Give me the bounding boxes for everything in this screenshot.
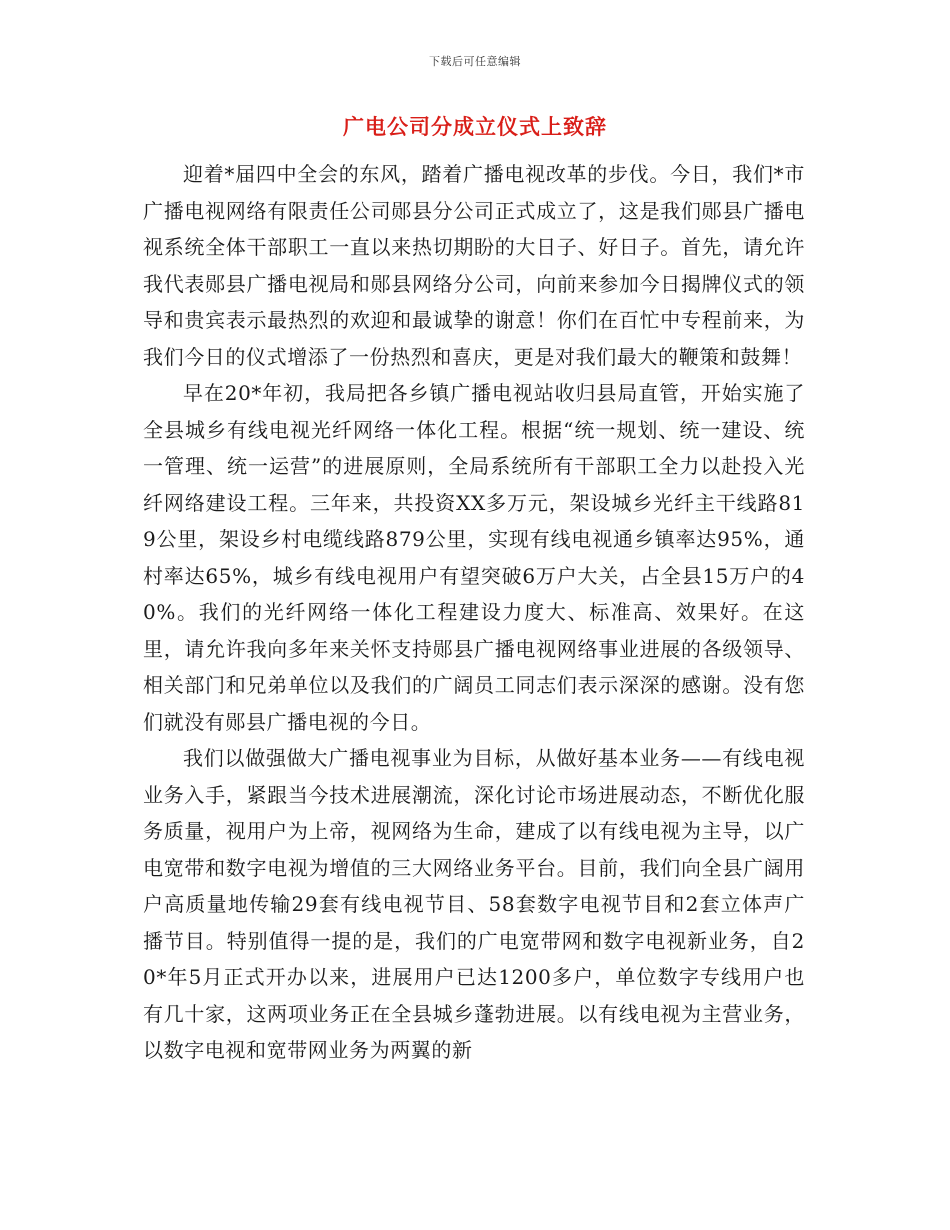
document-body [143, 156, 805, 1069]
document-title: 广电公司分成立仪式上致辞 [343, 114, 607, 139]
header-note: 下载后可任意编辑 [429, 55, 521, 68]
paragraph-1: 迎着*届四中全会的东风，踏着广播电视改革的步伐。今日，我们*市广播电视网络有限责任公司郧县分公司正式成立了，这是我们郧县广播电视系统全体干部职工一直以来热切期盼的大日子、好日子。首先，请允许我代表郧县广播电视局和郧县网络分公司，向前来参加今日揭牌仪式的领导和贵宾表示最热烈的欢迎和最诚挚的谢意！你们在百忙中专程前来，为我们今日的仪式增添了一份热烈和喜庆，更是对我们最大的鞭策和鼓舞！ [143, 162, 805, 369]
paragraph-2: 早在20*年初，我局把各乡镇广播电视站收归县局直管，开始实施了全县城乡有线电视光纤网络一体化工程。根据“统一规划、统一建设、统一管理、统一运营”的进展原则，全局系统所有干部职工全力以赴投入光纤网络建设工程。三年来，共投资XX多万元，架设城乡光纤主干线路819公里，架设乡村电缆线路879公里，实现有线电视通乡镇率达95%，通村率达65%，城乡有线电视用户有望突破6万户大关，占全县15万户的40%。我们的光纤网络一体化工程建设力度大、标准高、效果好。在这里，请允许我向多年来关怀支持郧县广播电视网络事业进展的各级领导、相关部门和兄弟单位以及我们的广阔员工同志们表示深深的感谢。没有您们就没有郧县广播电视的今日。 [143, 381, 805, 734]
paragraph-3: 我们以做强做大广播电视事业为目标，从做好基本业务——有线电视业务入手，紧跟当今技术进展潮流，深化讨论市场进展动态，不断优化服务质量，视用户为上帝，视网络为生命，建成了以有线电视为主导，以广电宽带和数字电视为增值的三大网络业务平台。目前，我们向全县广阔用户高质量地传输29套有线电视节目、58套数字电视节目和2套立体声广播节目。特别值得一提的是，我们的广电宽带网和数字电视新业务，自20*年5月正式开办以来，进展用户已达1200多户，单位数字专线用户也有几十家，这两项业务正在全县城乡蓬勃进展。以有线电视为主营业务，以数字电视和宽带网业务为两翼的新 [143, 746, 805, 1062]
